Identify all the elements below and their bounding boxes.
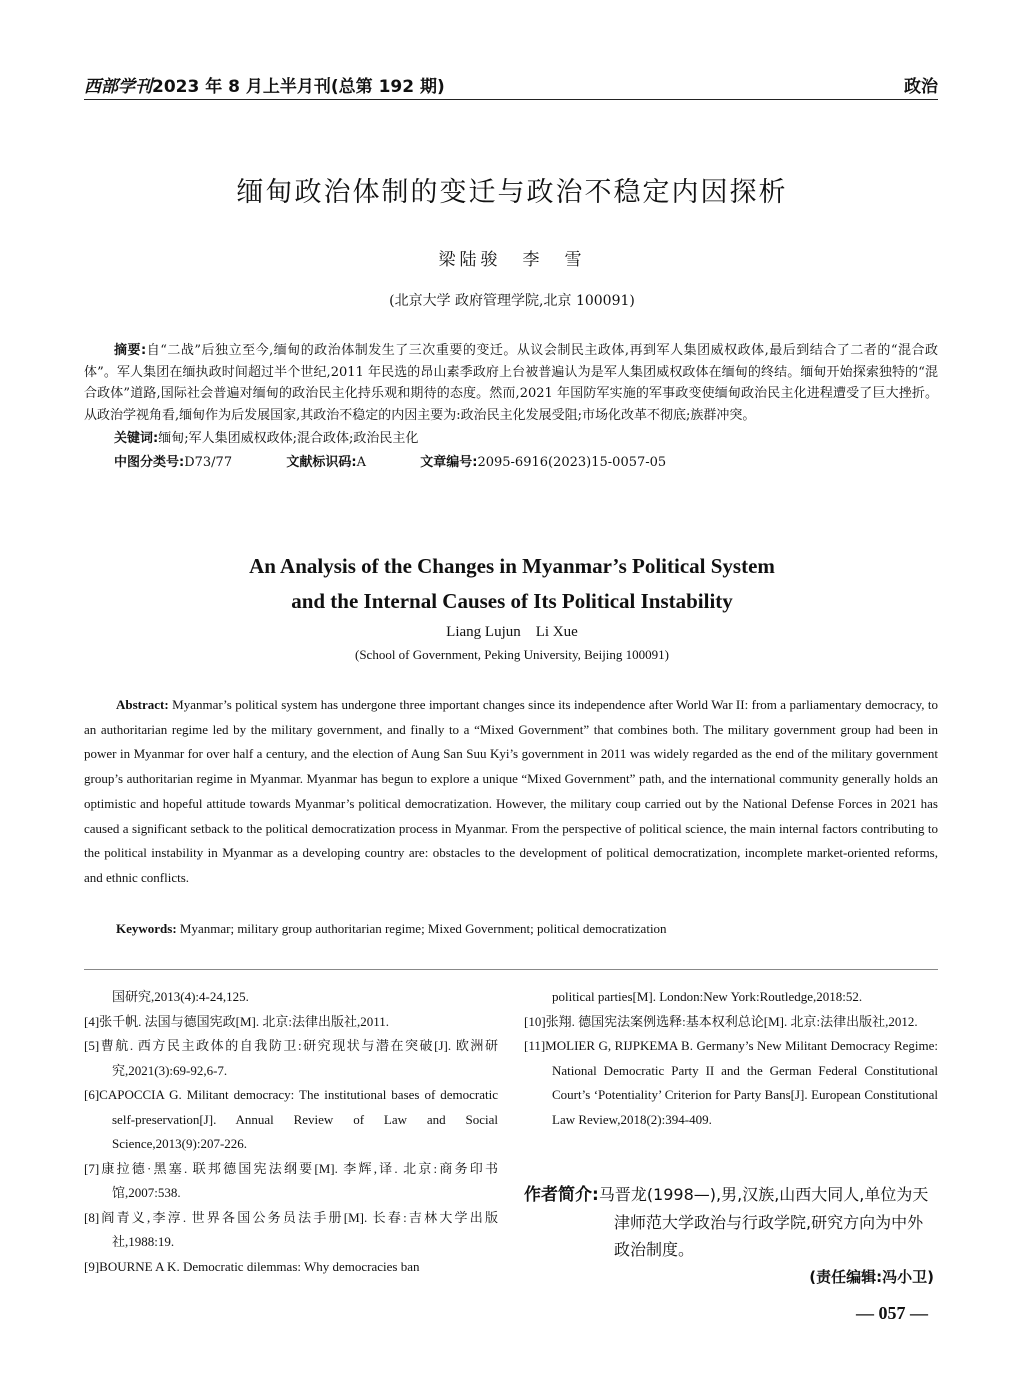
doc-code-value: A bbox=[356, 454, 366, 470]
authors-english: Liang Lujun Li Xue bbox=[446, 624, 578, 640]
title-english bbox=[0, 549, 1024, 619]
affiliation-english: (School of Government, Peking University, Beijing 100091) bbox=[354, 647, 669, 662]
clc-value: D73/77 bbox=[184, 454, 233, 470]
title-english-line-1: An Analysis of the Changes in Myanmar’s Political System bbox=[249, 554, 775, 578]
reference-item: [4]张千帆. 法国与德国宪政[M]. 北京:法律出版社,2011. bbox=[84, 1013, 390, 1029]
abstract-text-en: Myanmar’s political system has undergone three important changes since its independence after World War II: from a parliamentary democracy, to an authoritarian regime led by the military government, and finally to a “Mixed Government” that combines both. The military government group had been in power in Myanmar for over half a century, and the election of Aung San Suu Kyi’s government in 2011 was widely regarded as the end of the military government group’s authoritarian regime in Myanmar. Myanmar has begun to explore a unique “Mixed Government” path, and the international community generally holds an optimistic and hopeful attitude towards Myanmar’s political democratization. However, the military coup carried out by the National Defense Forces in 2021 has caused a significant setback to the political democratization process in Myanmar. From the perspective of political science, the main internal factors contributing to the political instability in Myanmar as a developing country are: obstacles to the development of political democratization, incomplete market-oriented reforms, and ethnic conflicts. bbox=[84, 697, 939, 885]
abstract-label-en: Abstract: bbox=[116, 697, 169, 712]
reference-item: [11]MOLIER G, RIJPKEMA B. Germany’s New Militant Democracy Regime: National Democratic Party II and the German Federal Constitutional Court’s ‘Potentiality’ Criterion for Party Bans[J]. European Constitutional Law Review,2018(2):394-409. bbox=[524, 1038, 938, 1127]
author-bio-label: 作者简介: bbox=[524, 1185, 599, 1205]
reference-item: [7]康拉德·黑塞. 联邦德国宪法纲要[M]. 李辉,译. 北京:商务印书馆,2007:538. bbox=[84, 1160, 498, 1200]
authors-chinese: 梁陆骏 李 雪 bbox=[438, 250, 586, 270]
running-header-left bbox=[84, 72, 445, 97]
section-label: 政治 bbox=[904, 77, 938, 97]
reference-item: [6]CAPOCCIA G. Militant democracy: The institutional bases of democratic self-preservation[J]. Annual Review of Law and Social Science,2013(9):207-226. bbox=[84, 1087, 498, 1151]
references-left-column bbox=[84, 985, 498, 1279]
title-chinese: 缅甸政治体制的变迁与政治不稳定内因探析 bbox=[236, 177, 788, 208]
reference-item: 国研究,2013(4):4-24,125. bbox=[112, 989, 249, 1004]
author-bio-text: 马晋龙(1998—),男,汉族,山西大同人,单位为天津师范大学政治与行政学院,研究方向为中外政治制度。 bbox=[598, 1185, 929, 1259]
reference-item: [10]张翔. 德国宪法案例选释:基本权利总论[M]. 北京:法律出版社,2012. bbox=[524, 1013, 918, 1029]
reference-item: [9]BOURNE A K. Democratic dilemmas: Why democracies ban bbox=[84, 1258, 420, 1274]
title-english-line-2: and the Internal Causes of Its Political Instability bbox=[291, 589, 733, 613]
issue-info: 2023 年 8 月上半月刊(总第 192 期) bbox=[152, 77, 445, 97]
doc-code-label: 文献标识码: bbox=[286, 454, 357, 470]
keywords-english bbox=[116, 921, 667, 937]
affiliation-chinese: (北京大学 政府管理学院,北京 100091) bbox=[389, 293, 635, 309]
references-right-column bbox=[524, 985, 938, 1132]
author-bio bbox=[524, 1181, 938, 1263]
keywords-text-cn: 缅甸;军人集团威权政体;混合政体;政治民主化 bbox=[158, 431, 419, 446]
keywords-label-cn: 关键词: bbox=[114, 431, 159, 446]
classification-row bbox=[84, 452, 938, 474]
reference-item: political parties[M]. London:New York:Routledge,2018:52. bbox=[552, 989, 863, 1004]
keywords-text-en: Myanmar; military group authoritarian regime; Mixed Government; political democratization bbox=[179, 921, 667, 936]
header-rule bbox=[84, 99, 938, 100]
keywords-cn bbox=[84, 428, 938, 450]
abstract-text-cn: 自“二战”后独立至今,缅甸的政治体制发生了三次重要的变迁。从议会制民主政体,再到军人集团威权政体,最后到结合了二者的“混合政体”。军人集团在缅执政时间超过半个世纪,2011 年民选的昂山素季政府上台被普遍认为是军人集团威权政体在缅甸的终结。缅甸开始探索独特的“混合政体”道路,国际社会普遍对缅甸的政治民主化持乐观和期待的态度。然而,2021 年国防军实施的军事政变使缅甸政治民主化进程遭受了巨大挫折。从政治学视角看,缅甸作为后发展国家,其政治不稳定的内因主要为:政治民主化发展受阻;市场化改革不彻底;族群冲突。 bbox=[84, 343, 938, 423]
article-number-value: 2095-6916(2023)15-0057-05 bbox=[477, 454, 667, 470]
reference-item: [5]曹航. 西方民主政体的自我防卫:研究现状与潜在突破[J]. 欧洲研究,2021(3):69-92,6-7. bbox=[84, 1038, 498, 1078]
section-divider bbox=[84, 969, 938, 970]
page-number: — 057 — bbox=[856, 1303, 928, 1323]
abstract-label-cn: 摘要: bbox=[114, 343, 147, 358]
clc-label: 中图分类号: bbox=[114, 454, 185, 470]
keywords-label-en: Keywords: bbox=[116, 921, 177, 936]
abstract-english bbox=[84, 693, 938, 891]
abstract-chinese bbox=[84, 340, 938, 473]
journal-name: 西部学刊 bbox=[84, 77, 152, 97]
reference-item: [8]阎青义,李淳. 世界各国公务员法手册[M]. 长春:吉林大学出版社,1988:19. bbox=[84, 1209, 498, 1249]
article-number-label: 文章编号: bbox=[420, 454, 478, 470]
responsible-editor: (责任编辑:冯小卫) bbox=[809, 1268, 934, 1286]
